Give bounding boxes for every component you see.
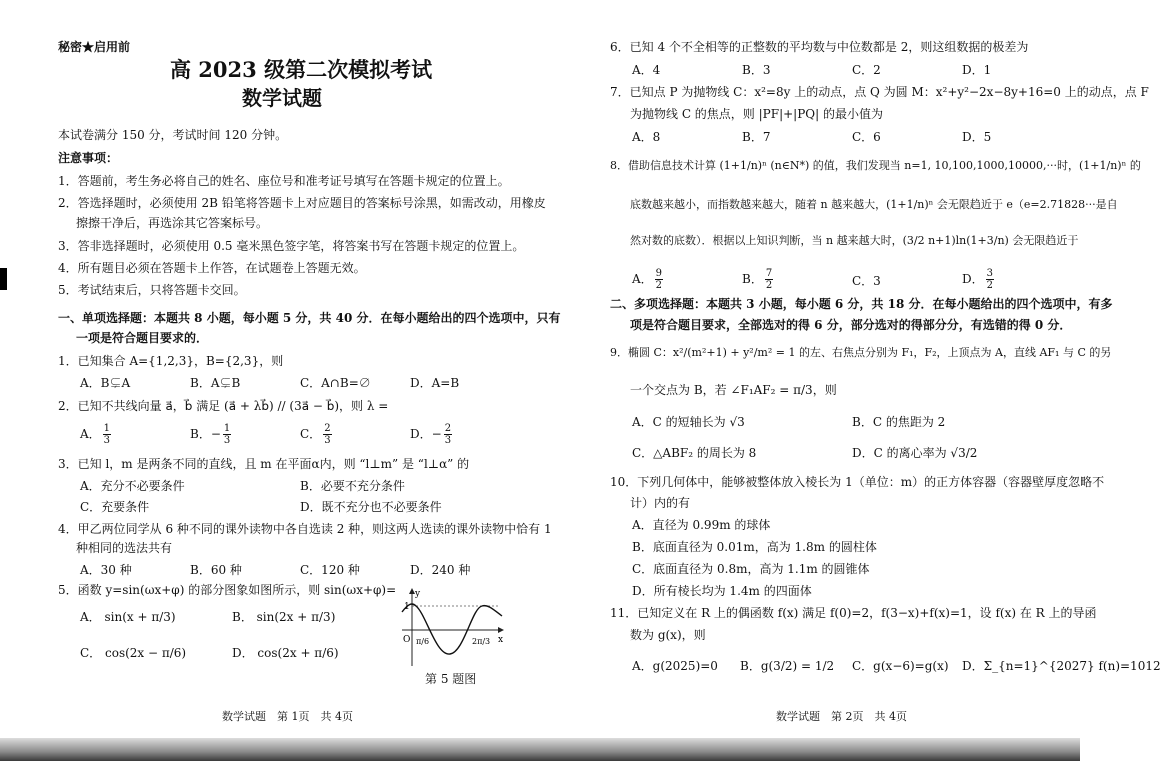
question-11-option-b: B．g(3/2) = 1/2 (740, 659, 835, 673)
question-10-option-c: C．底面直径为 0.8m，高为 1.1m 的圆锥体 (632, 562, 870, 576)
question-5-option-b: B． sin(2x + π/3) (232, 610, 336, 624)
note-line: 1．答题前，考生务必将自己的姓名、座位号和准考证号填写在答题卡规定的位置上。 (58, 174, 510, 188)
question-10-stem: 10．下列几何体中，能够被整体放入棱长为 1（单位：m）的正方体容器（容器壁厚度忽略不 (610, 475, 1105, 489)
question-8-option-d: D． $\frac{3}{2}$ (962, 268, 993, 291)
question-10-option-b: B．底面直径为 0.01m，高为 1.8m 的圆柱体 (632, 540, 877, 554)
question-8-stem-cont-1: 底数越来越小，而指数越来越大，随着 n 越来越大，(1+1/n)ⁿ 会无限趋近于 e（e=2.71828···是自 (630, 198, 1118, 211)
question-1-option-c: C．A∩B=∅ (300, 376, 371, 390)
question-5-option-a: A． sin(x + π/3) (80, 610, 176, 624)
exam-title: 高 2023 级第二次模拟考试 (170, 57, 433, 82)
question-4-option-d: D．240 种 (410, 563, 471, 577)
question-9-stem: 9．椭圆 C：x²/(m²+1) + y²/m² = 1 的左、右焦点分别为 F₁，F₂，上顶点为 A，直线 AF₁ 与 C 的另 (610, 346, 1112, 359)
section2-heading: 二、多项选择题：本题共 3 小题，每小题 6 分，共 18 分．在每小题给出的四个选项中，有多 (610, 297, 1113, 311)
question-7-stem: 7．已知点 P 为抛物线 C：x²=8y 上的动点，点 Q 为圆 M：x²+y²−2x−8y+16=0 上的动点，点 F (610, 85, 1149, 99)
question-7-option-b: B．7 (742, 130, 771, 144)
confidential-label: 秘密★启用前 (58, 40, 131, 54)
question-6-option-d: D．1 (962, 63, 992, 77)
graph-y-label: y (415, 589, 421, 599)
question-7-option-d: D．5 (962, 130, 992, 144)
question-2-option-c: C． $\frac{2}{3}$ (300, 423, 331, 446)
scan-edge-mark (0, 268, 7, 290)
note-line: 5．考试结束后，只将答题卡交回。 (58, 283, 246, 297)
question-1-stem: 1．已知集合 A={1,2,3}，B={2,3}，则 (58, 354, 284, 368)
question-5-caption: 第 5 题图 (425, 672, 477, 686)
question-4-stem: 4．甲乙两位同学从 6 种不同的课外读物中各自选读 2 种，则这两人选读的课外读物中恰有 1 (58, 522, 552, 536)
section1-heading: 一、单项选择题：本题共 8 小题，每小题 5 分，共 40 分．在每小题给出的四个选项中，只有 (58, 311, 561, 325)
question-5-stem: 5．函数 y=sin(ωx+φ) 的部分图象如图所示，则 sin(ωx+φ)= (58, 583, 397, 597)
question-3-option-c: C．充要条件 (80, 500, 150, 514)
question-2-option-b: B．− $\frac{1}{3}$ (190, 423, 231, 446)
question-7-option-c: C．6 (852, 130, 881, 144)
question-6-option-b: B．3 (742, 63, 771, 77)
question-7-option-a: A．8 (632, 130, 661, 144)
question-11-option-d: D．Σ_{n=1}^{2027} f(n)=1012 (962, 659, 1161, 673)
note-line: 4．所有题目必须在答题卡上作答，在试题卷上答题无效。 (58, 261, 366, 275)
question-10-option-a: A．直径为 0.99m 的球体 (632, 518, 771, 532)
question-3-option-a: A．充分不必要条件 (80, 479, 185, 493)
note-line: 3．答非选择题时，必须使用 0.5 毫米黑色签字笔，将答案书写在答题卡规定的位置上。 (58, 239, 525, 253)
question-11-stem-cont: 数为 g(x)，则 (630, 628, 706, 642)
question-3-stem: 3．已知 l，m 是两条不同的直线，且 m 在平面α内，则 “l⊥m” 是 “l⊥α” 的 (58, 457, 470, 471)
question-1-option-a: A．B⊊A (80, 376, 131, 390)
exam-intro: 本试卷满分 150 分，考试时间 120 分钟。 (58, 128, 288, 142)
note-line: 2．答选择题时，必须使用 2B 铅笔将答题卡上对应题目的答案标号涂黑，如需改动，用橡皮 (58, 196, 546, 210)
question-8-option-b: B． $\frac{7}{2}$ (742, 268, 773, 291)
question-8-option-c: C．3 (852, 274, 881, 288)
question-9-option-c: C．△ABF₂ 的周长为 8 (632, 446, 757, 460)
section1-heading-cont: 一项是符合题目要求的． (76, 331, 209, 345)
question-4-option-c: C．120 种 (300, 563, 360, 577)
question-3-option-d: D．既不充分也不必要条件 (300, 500, 442, 514)
question-8-stem: 8．借助信息技术计算 (1+1/n)ⁿ (n∈N*) 的值，我们发现当 n=1, 10,100,1000,10000,···时，(1+1/n)ⁿ 的 (610, 159, 1141, 172)
sine-curve (402, 604, 502, 654)
question-1-option-d: D．A=B (410, 376, 460, 390)
question-8-stem-cont-2: 然对数的底数）．根据以上知识判断，当 n 越来越大时，(3/2 n+1)ln(1+3/n) 会无限趋近于 (630, 234, 1079, 247)
question-7-stem-cont: 为抛物线 C 的焦点，则 |PF|+|PQ| 的最小值为 (630, 107, 883, 121)
question-9-option-b: B．C 的焦距为 2 (852, 415, 946, 429)
question-5-graph (398, 586, 508, 668)
graph-x-label: x (498, 635, 504, 645)
question-5-option-c: C． cos(2x − π/6) (80, 646, 187, 660)
question-5-option-d: D． cos(2x + π/6) (232, 646, 339, 660)
question-4-option-b: B．60 种 (190, 563, 242, 577)
question-4-stem-cont: 种相同的选法共有 (76, 541, 173, 555)
question-10-option-d: D．所有棱长均为 1.4m 的四面体 (632, 584, 812, 598)
question-2-stem: 2．已知不共线向量 a⃗，b⃗ 满足 (a⃗ + λb⃗) // (3a⃗ − b⃗)，则 λ = (58, 399, 389, 413)
graph-tick-2pi3: 2π/3 (472, 637, 491, 646)
question-11-stem: 11．已知定义在 R 上的偶函数 f(x) 满足 f(0)=2，f(3−x)+f(x)=1，设 f(x) 在 R 上的导函 (610, 606, 1097, 620)
x-axis-arrow-icon (498, 627, 504, 633)
question-8-option-a: A． $\frac{9}{2}$ (632, 268, 663, 291)
graph-tick-pi6: π/6 (416, 637, 430, 646)
notes-heading: 注意事项： (58, 151, 119, 165)
page-2-footer: 数学试题 第 2页 共 4页 (776, 710, 907, 723)
graph-one-label: 1 (404, 602, 410, 612)
question-11-option-c: C．g(x−6)=g(x) (852, 659, 949, 673)
question-2-option-a: A． $\frac{1}{3}$ (80, 423, 111, 446)
section2-heading-cont: 项是符合题目要求，全部选对的得 6 分，部分选对的得部分分，有选错的得 0 分． (630, 318, 1072, 332)
graph-origin-label: O (403, 635, 411, 645)
question-9-option-a: A．C 的短轴长为 √3 (632, 415, 745, 429)
question-4-option-a: A．30 种 (80, 563, 132, 577)
question-9-stem-cont: 一个交点为 B，若 ∠F₁AF₂ = π/3，则 (630, 383, 837, 397)
question-2-option-d: D．− $\frac{2}{3}$ (410, 423, 452, 446)
question-6-option-a: A．4 (632, 63, 661, 77)
question-6-stem: 6．已知 4 个不全相等的正整数的平均数与中位数都是 2，则这组数据的极差为 (610, 40, 1029, 54)
question-10-stem-cont: 计）内的有 (630, 496, 691, 510)
question-1-option-b: B．A⊊B (190, 376, 241, 390)
question-11-option-a: A．g(2025)=0 (632, 659, 718, 673)
note-line: 擦擦干净后，再选涂其它答案标号。 (76, 216, 269, 230)
question-6-option-c: C．2 (852, 63, 881, 77)
question-3-option-b: B．必要不充分条件 (300, 479, 405, 493)
page-1-footer: 数学试题 第 1页 共 4页 (222, 710, 353, 723)
exam-subtitle: 数学试题 (242, 86, 322, 110)
scan-bottom-shadow (0, 738, 1080, 761)
question-9-option-d: D．C 的离心率为 √3/2 (852, 446, 978, 460)
